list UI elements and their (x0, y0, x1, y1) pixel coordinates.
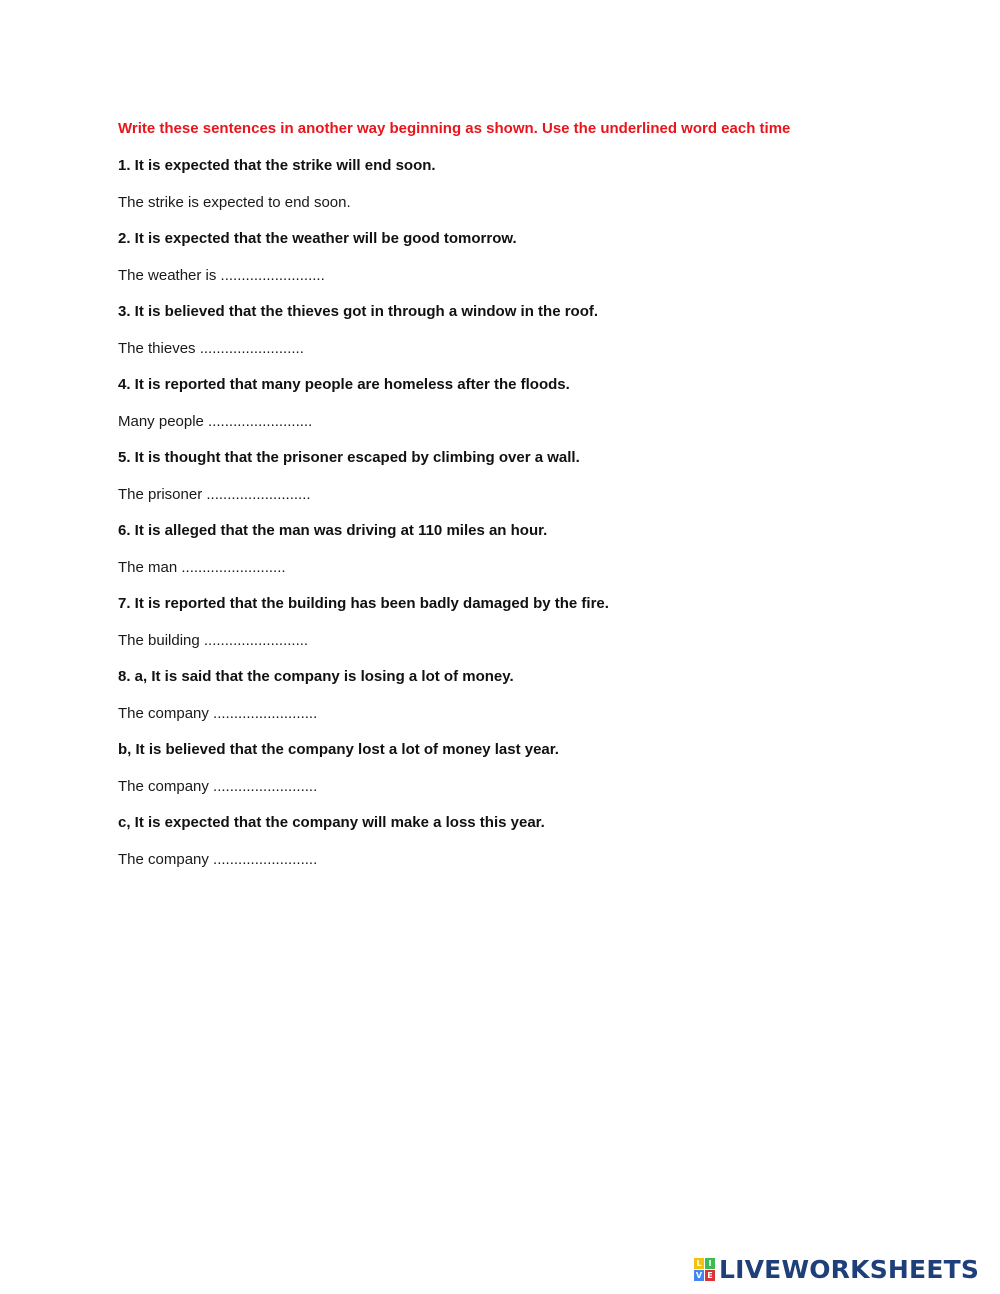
worksheet (118, 119, 958, 886)
instruction-text: Write these sentences in another way beginning as shown. Use the underlined word each time (118, 120, 791, 137)
answer-field[interactable]: The prisoner ......................... (118, 485, 311, 503)
liveworksheets-logo (694, 1255, 979, 1285)
logo-mark-letter: V (695, 1271, 703, 1280)
question-text: 8. a, It is said that the company is losing a lot of money. (118, 668, 514, 685)
question-text: 7. It is reported that the building has been badly damaged by the fire. (118, 595, 609, 612)
answer-field[interactable]: The company ......................... (118, 704, 318, 722)
question-text: 1. It is expected that the strike will end soon. (118, 157, 436, 174)
logo-mark-letter: I (705, 1258, 715, 1269)
logo-text: LIVEWORKSHEETS (719, 1255, 980, 1284)
exercise-item-6 (118, 521, 958, 578)
question-text: 4. It is reported that many people are homeless after the floods. (118, 376, 570, 393)
answer-text: The strike is expected to end soon. (118, 193, 351, 211)
question-text: c, It is expected that the company will make a loss this year. (118, 814, 545, 831)
answer-field[interactable]: The man ......................... (118, 558, 286, 576)
logo-mark-letter: L (694, 1258, 704, 1269)
question-text: 2. It is expected that the weather will be good tomorrow. (118, 230, 517, 247)
answer-field[interactable]: The company ......................... (118, 850, 318, 868)
exercise-item-4 (118, 375, 958, 432)
answer-field[interactable]: Many people ......................... (118, 412, 313, 430)
exercise-item-8c (118, 813, 958, 870)
answer-field[interactable]: The weather is ......................... (118, 266, 325, 284)
logo-mark-letter: E (705, 1270, 715, 1281)
question-text: 5. It is thought that the prisoner escaped by climbing over a wall. (118, 449, 580, 466)
exercise-item-2 (118, 229, 958, 286)
answer-field[interactable]: The thieves ......................... (118, 339, 304, 357)
answer-field[interactable]: The building ......................... (118, 631, 309, 649)
logo-mark-icon (694, 1258, 716, 1282)
question-text: 3. It is believed that the thieves got in through a window in the roof. (118, 303, 599, 320)
question-text: 6. It is alleged that the man was driving at 110 miles an hour. (118, 522, 548, 539)
exercise-item-5 (118, 448, 958, 505)
exercise-item-7 (118, 594, 958, 651)
exercise-item-8b (118, 740, 958, 797)
question-text: b, It is believed that the company lost a lot of money last year. (118, 741, 559, 758)
answer-field[interactable]: The company ......................... (118, 777, 318, 795)
exercise-item-8a (118, 667, 958, 724)
exercise-item-3 (118, 302, 958, 359)
exercise-item-1 (118, 156, 958, 213)
